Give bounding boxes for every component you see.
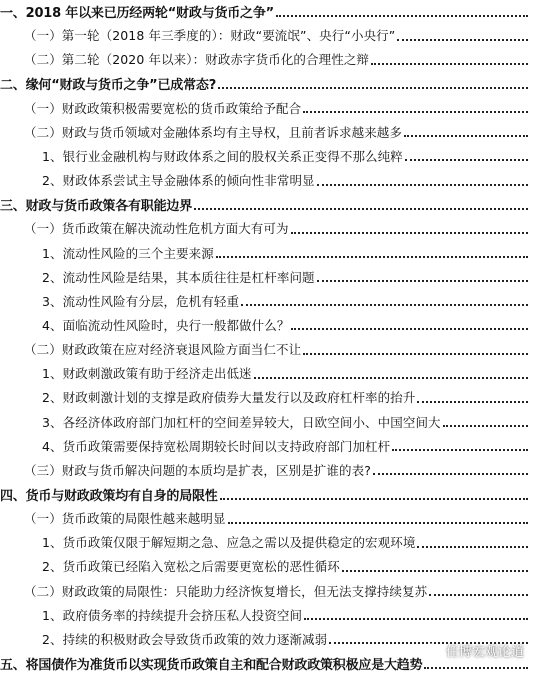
toc-section[interactable] [0, 580, 528, 602]
dot-leader [424, 667, 528, 669]
toc-entry-label: （二）第二轮（2020 年以来）：财政赤字货币化的合理性之辩 [24, 52, 370, 68]
dot-leader [291, 328, 528, 330]
toc-subsection[interactable] [0, 435, 528, 457]
toc-entry-label: 2、流动性风险是结果，其本质往往是杠杆率问题 [42, 269, 315, 285]
toc-entry-label: 2、财政刺激计划的支撑是政府债券大量发行以及政府杠杆率的抬升 [42, 390, 416, 406]
toc-entry-label: 一、2018 年以来已历经两轮“财政与货币之争” [0, 5, 274, 21]
dot-leader [342, 570, 528, 572]
toc-entry-label: 2、货币政策已经陷入宽松之后需要更宽松的恶性循环 [42, 559, 340, 575]
toc-subsection[interactable] [0, 411, 528, 433]
dot-leader [303, 353, 528, 355]
toc-entry-label: （一）第一轮（2018 年三季度的）：财政“要流氓”、央行“小央行” [24, 28, 396, 44]
dot-leader [317, 184, 528, 186]
toc-entry-label: 2、财政体系尝试主导金融体系的倾向性非常明显 [42, 173, 315, 189]
dot-leader [397, 39, 528, 41]
dot-leader [254, 377, 528, 379]
toc-section[interactable] [0, 97, 528, 119]
toc-entry-label: 五、将国债作为准货币以实现货币政策自主和配合财政政策积极应是大趋势 [0, 657, 423, 673]
dot-leader [417, 546, 528, 548]
toc-entry-label: （二）财政政策的局限性：只能助力经济恢复增长，但无法支撑持续复苏 [24, 583, 428, 599]
toc-entry-label: （二）财政与货币领域对金融体系均有主导权，且前者诉求越来越多 [24, 124, 403, 140]
dot-leader [404, 135, 528, 137]
dot-leader [429, 594, 528, 596]
toc-entry-label: 三、财政与货币政策各有职能边界 [0, 198, 193, 214]
dot-leader [392, 449, 528, 451]
dot-leader [304, 618, 528, 620]
wechat-bubble-icon [424, 643, 442, 659]
toc-entry-label: 1、政府债务率的持续提升会挤压私人投资空间 [42, 607, 303, 623]
toc-subsection[interactable] [0, 290, 528, 312]
toc-subsection[interactable] [0, 314, 528, 336]
toc-entry-label: （二）财政政策在应对经济衰退风险方面当仁不让 [24, 342, 302, 358]
toc-entry-label: （一）货币政策在解决流动性危机方面大有可为 [24, 221, 289, 237]
toc-section[interactable] [0, 507, 528, 529]
toc-section[interactable] [0, 217, 528, 239]
toc-entry-label: 1、银行业金融机构与财政体系之间的股权关系正变得不那么纯粹 [42, 148, 403, 164]
dot-leader [443, 425, 528, 427]
toc-entry-label: 1、财政刺激政策有助于经济走出低迷 [42, 366, 252, 382]
toc-entry-label: 2、持续的积极财政会导致货币政策的效力逐渐减弱 [42, 631, 328, 647]
dot-leader [276, 15, 528, 17]
toc-entry-label: （三）财政与货币解决问题的本质均是扩表，区别是扩谁的表? [24, 462, 371, 478]
toc-section[interactable] [0, 459, 528, 481]
toc-entry-label: （一）财政政策积极需要宽松的货币政策给予配合 [24, 100, 302, 116]
toc-subsection[interactable] [0, 531, 528, 553]
dot-leader [218, 87, 528, 89]
dot-leader [303, 111, 528, 113]
toc-subsection[interactable] [0, 386, 528, 408]
toc-entry-label: 二、缘何“财政与货币之争”已成常态? [0, 77, 217, 93]
toc-section[interactable] [0, 338, 528, 360]
toc-heading[interactable] [0, 483, 528, 505]
toc-heading[interactable] [0, 193, 528, 215]
toc-subsection[interactable] [0, 145, 528, 167]
toc-entry-label: 1、流动性风险的三个主要来源 [42, 245, 214, 261]
toc-section[interactable] [0, 24, 528, 46]
toc-subsection[interactable] [0, 169, 528, 191]
toc-subsection[interactable] [0, 266, 528, 288]
toc-heading[interactable] [0, 72, 528, 94]
toc-entry-label: 3、各经济体政府部门加杠杆的空间差异较大，日欧空间小、中国空间大 [42, 414, 441, 430]
toc-section[interactable] [0, 121, 528, 143]
dot-leader [194, 208, 528, 210]
dot-leader [373, 473, 528, 475]
toc-subsection[interactable] [0, 242, 528, 264]
toc-section[interactable] [0, 48, 528, 70]
toc-heading[interactable] [0, 0, 528, 22]
dot-leader [228, 522, 528, 524]
dot-leader [241, 304, 528, 306]
dot-leader [417, 401, 528, 403]
dot-leader [317, 280, 528, 282]
toc-entry-label: 4、面临流动性风险时，央行一般都做什么？ [42, 317, 290, 333]
dot-leader [291, 232, 528, 234]
watermark [424, 641, 524, 660]
toc-subsection[interactable] [0, 362, 528, 384]
toc-entry-label: 3、流动性风险有分层，危机有轻重 [42, 293, 240, 309]
toc-entry-label: 4、货币政策需要保持宽松周期较长时间以支持政府部门加杠杆 [42, 438, 391, 454]
dot-leader [216, 256, 528, 258]
toc-subsection[interactable] [0, 555, 528, 577]
toc-entry-label: 四、货币与财政政策均有自身的局限性 [0, 488, 218, 504]
toc-subsection[interactable] [0, 604, 528, 626]
dot-leader [220, 498, 528, 500]
dot-leader [371, 63, 528, 65]
toc-entry-label: 1、货币政策仅限于解短期之急、应急之需以及提供稳定的宏观环境 [42, 535, 416, 551]
toc-entry-label: （一）货币政策的局限性越来越明显 [24, 511, 226, 527]
dot-leader [405, 159, 528, 161]
watermark-text: 任博宏观论道 [445, 645, 524, 660]
